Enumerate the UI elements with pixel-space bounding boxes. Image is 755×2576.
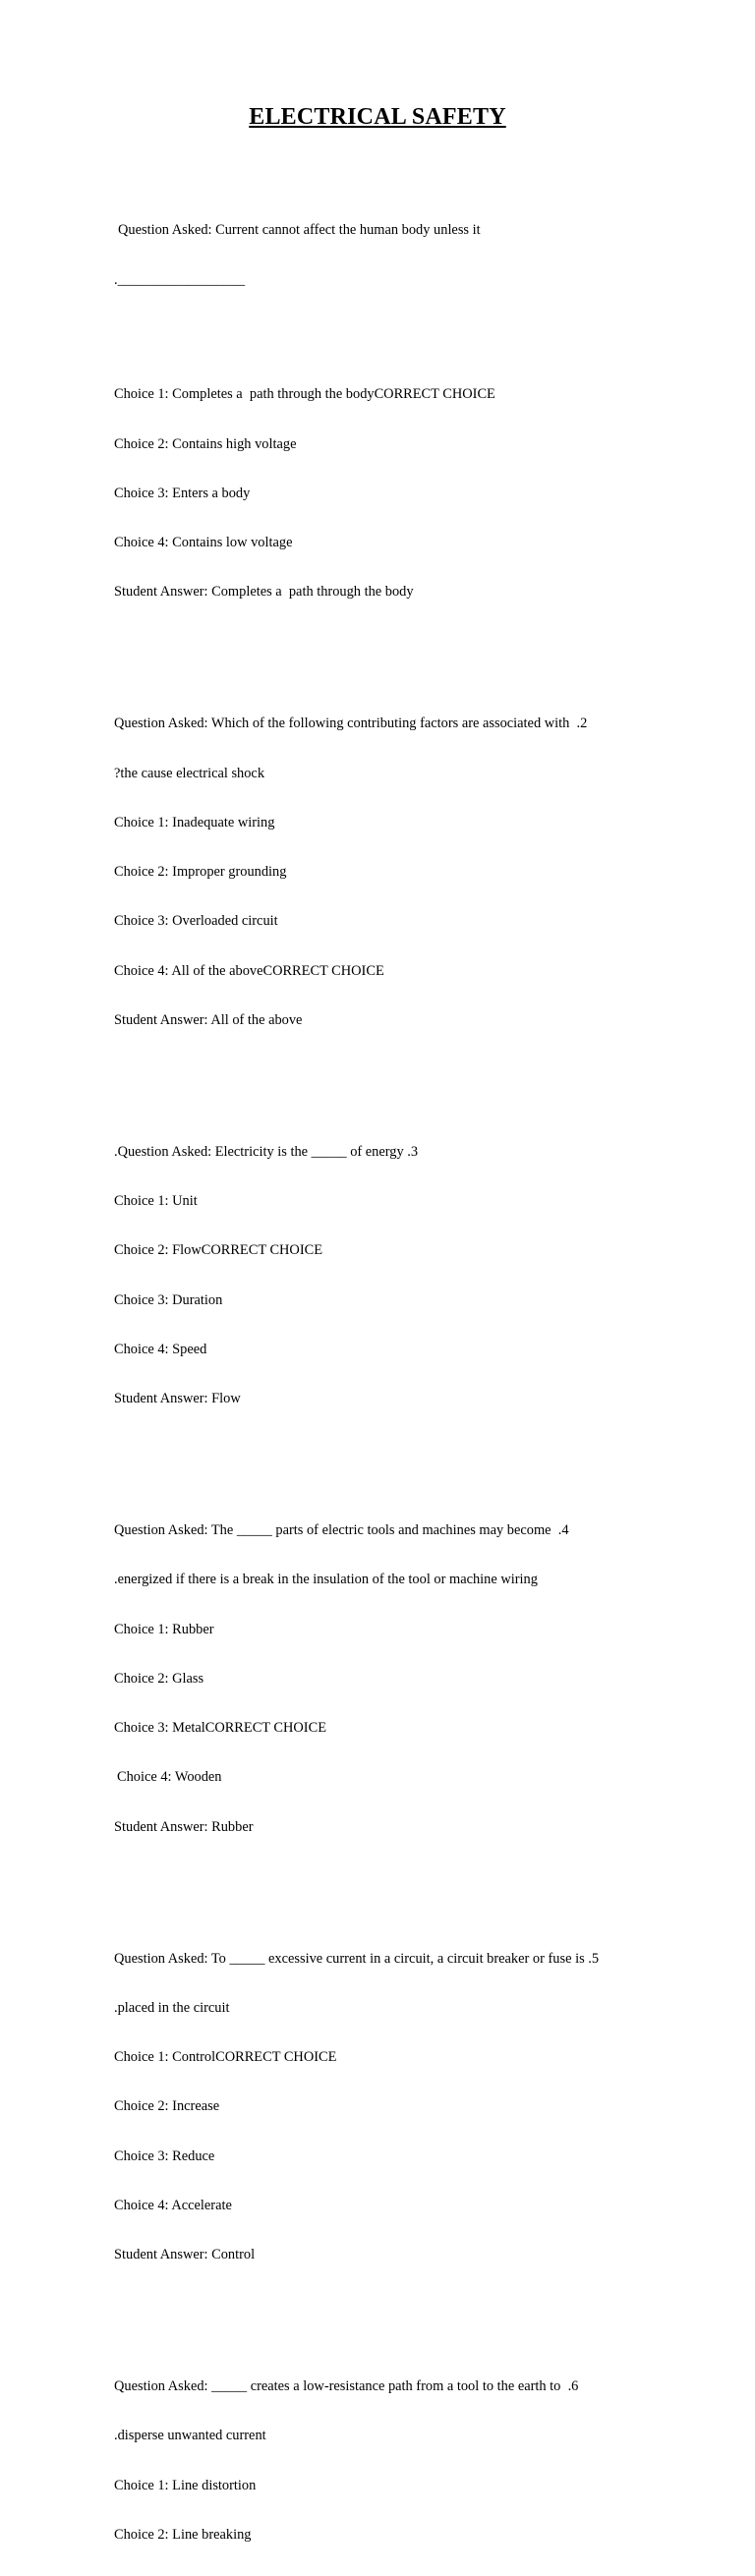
- question-4-prompt-continued: .energized if there is a break in the insulation of the tool or machine wiring: [114, 1572, 538, 1588]
- question-3-choice-1: Choice 1: Unit: [114, 1193, 198, 1209]
- question-1-choice-3: Choice 3: Enters a body: [114, 485, 251, 501]
- question-6-prompt-continued: .disperse unwanted current: [114, 2428, 266, 2444]
- question-5-choice-2: Choice 2: Increase: [114, 2098, 220, 2115]
- question-4-choice-2: Choice 2: Glass: [114, 1670, 204, 1687]
- question-1-blank: .__________________: [114, 271, 246, 288]
- document-body: [114, 173, 665, 2576]
- question-4-choice-4: Choice 4: Wooden: [117, 1769, 222, 1786]
- question-2-choice-4: Choice 4: All of the aboveCORRECT CHOICE: [114, 962, 384, 979]
- question-5-choice-3: Choice 3: Reduce: [114, 2147, 215, 2164]
- question-2-prompt: Question Asked: Which of the following contributing factors are associated with .2: [114, 716, 588, 732]
- question-5-choice-4: Choice 4: Accelerate: [114, 2197, 232, 2213]
- question-3-choice-3: Choice 3: Duration: [114, 1291, 223, 1308]
- question-1-choice-1: Choice 1: Completes a path through the bodyCORRECT CHOICE: [114, 386, 495, 403]
- question-4-choice-1: Choice 1: Rubber: [114, 1621, 214, 1637]
- question-2-choice-3: Choice 3: Overloaded circuit: [114, 913, 278, 930]
- question-2-choice-1: Choice 1: Inadequate wiring: [114, 814, 275, 830]
- question-4-student-answer: Student Answer: Rubber: [114, 1818, 254, 1835]
- question-6-choice-2: Choice 2: Line breaking: [114, 2526, 252, 2543]
- question-6-prompt: Question Asked: _____ creates a low-resistance path from a tool to the earth to .6: [114, 2378, 579, 2394]
- question-4-choice-3: Choice 3: MetalCORRECT CHOICE: [114, 1720, 326, 1736]
- question-1-prompt: Question Asked: Current cannot affect the human body unless it: [118, 222, 481, 239]
- question-1-student-answer: Student Answer: Completes a path through the body: [114, 584, 414, 601]
- question-2-prompt-continued: ?the cause electrical shock: [114, 765, 265, 781]
- question-6-choice-1: Choice 1: Line distortion: [114, 2477, 257, 2493]
- question-2-student-answer: Student Answer: All of the above: [114, 1011, 303, 1028]
- question-3-student-answer: Student Answer: Flow: [114, 1391, 241, 1406]
- document-title: ELECTRICAL SAFETY: [249, 104, 506, 130]
- question-4-prompt: Question Asked: The _____ parts of electric tools and machines may become .4: [114, 1522, 569, 1538]
- question-3-prompt: .Question Asked: Electricity is the _____ of energy .3: [114, 1143, 419, 1160]
- question-5-prompt: Question Asked: To _____ excessive current in a circuit, a circuit breaker or fuse is .5: [114, 1950, 600, 1967]
- question-1-choice-2: Choice 2: Contains high voltage: [114, 435, 297, 452]
- question-1-choice-4: Choice 4: Contains low voltage: [114, 535, 293, 550]
- question-3-choice-4: Choice 4: Speed: [114, 1341, 207, 1357]
- question-5-choice-1: Choice 1: ControlCORRECT CHOICE: [114, 2049, 337, 2065]
- question-2-choice-2: Choice 2: Improper grounding: [114, 864, 287, 880]
- question-5-prompt-continued: .placed in the circuit: [114, 1999, 230, 2016]
- question-3-choice-2: Choice 2: FlowCORRECT CHOICE: [114, 1242, 323, 1259]
- question-5-student-answer: Student Answer: Control: [114, 2247, 256, 2262]
